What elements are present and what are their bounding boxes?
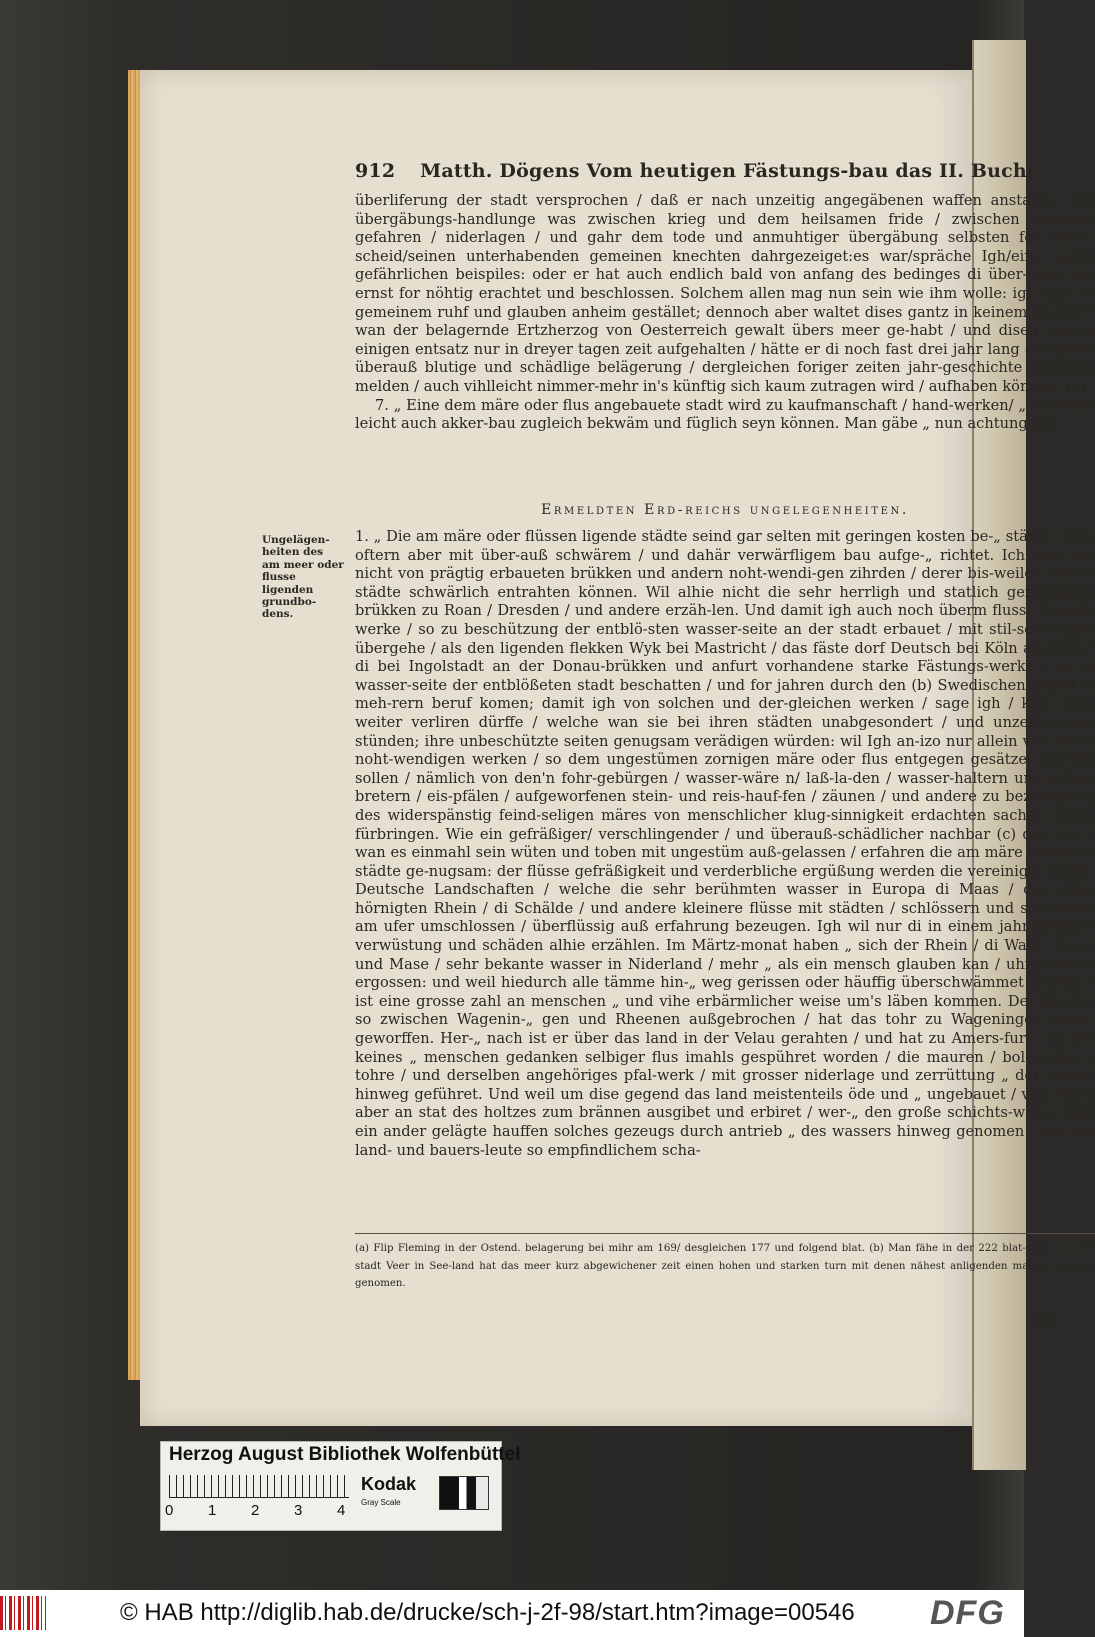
dfg-logo: DFG xyxy=(930,1594,1005,1632)
footer-url[interactable]: © HAB http://diglib.hab.de/drucke/sch-j-2f-98/start.htm?image=00546 xyxy=(120,1599,855,1626)
ruler-number: 3 xyxy=(294,1502,303,1519)
footnote-rule xyxy=(355,1233,1095,1234)
ruler-number: 4 xyxy=(337,1502,346,1519)
paragraph: 7. „ Eine dem märe oder flus angebauete stadt wird zu kaufmanschaft / hand-werken/ „ und viel-leicht auch akker-bau zugleich bekwäm und füglich seyn können. Man gäbe „ nun achtung auf xyxy=(355,396,1095,433)
running-head xyxy=(355,160,1035,190)
page-number: 912 xyxy=(355,160,396,182)
library-name: Herzog August Bibliothek Wolfenbüttel xyxy=(169,1444,521,1465)
barcode-icon xyxy=(0,1596,46,1630)
ruler-number: 0 xyxy=(165,1502,174,1519)
body-text-main xyxy=(355,528,1095,1160)
ruler-numbers xyxy=(165,1502,355,1522)
section-heading: Ermeldten Erd-reichs ungelegenheiten. xyxy=(541,502,909,518)
paragraph: überliferung der stadt versprochen / daß er nach unzeitig angegäbenen waffen anstande und übergäbungs-handlunge was zwischen krieg und dem heilsamen fride / zwischen wunden/ gefahren / niderlagen / und gahr dem tode und anmuhtiger übergäbung selbsten for unter-scheid/seinen unterhabenden gemeinen knechten dahrgezeiget:es war/spräche Igh/eine sache gefährlichen beispiles: oder er hat auch endlich bald von anfang des bedinges di über-gabe mit ernst for nöhtig erachtet und beschlossen. Solchem allen mag nun sein wie ihm wolle: igh laße es gemeinem ruhf und glauben anheim gestället; dennoch aber waltet dises gantz in keinem zweifel / wan der belagernde Ertzherzog von Oesterreich gewalt übers meer ge-habt / und disen spaten einigen entsatz nur in dreyer tagen zeit aufgehalten / hätte er di noch fast drei jahr lang gewährte überauß blutige und schädlige belägerung / dergleichen foriger zeiten jahr-geschichte nirgends melden / auch vihlleicht nimmer-mehr in's künftig sich kaum zutragen wird / aufhaben können. (a) xyxy=(355,192,1095,395)
running-head-title: Matth. Dögens Vom heutigen Fästungs-bau das II. Buch/ xyxy=(420,160,1035,182)
gray-scale-patches xyxy=(439,1476,489,1510)
footnotes: (a) Flip Fleming in der Ostend. belagerung bei mihr am 169/ desgleichen 177 und folgend blat. (b) Man fähe in der 222 blat-seite. (c) Der stadt Veer in See-land hat das meer kurz abgewichener zeit einen hohen und starken turn mit denen nähest anligenden mauren hinweg genomen. xyxy=(355,1243,1095,1289)
body-text-top xyxy=(355,192,1095,434)
ruler-number: 2 xyxy=(251,1502,260,1519)
kodak-logo: Kodak xyxy=(361,1474,417,1494)
paragraph: 1. „ Die am märe oder flüssen ligende städte seind gar selten mit geringen kosten be-„ stärkt / zum oftern aber mit über-auß schwärem / und dahär verwärfligem bau aufge-„ richtet. Ich räde izo nicht von prägtig erbaueten brükken und andern noht-wendi-gen zihrden / derer bis-weilen solche städte schwärlich entrahten können. Wil alhie nicht die sehr herrligh und statlich gezimmerte brükken zu Roan / Dresden / und andere erzäh-len. Und damit igh auch noch überm flusse ligende werke / so zu beschützung der entblö-sten wasser-seite an der stadt erbauet / mit stil-schweigen übergehe / als den ligenden flekken Wyk bei Mastricht / das fäste dorf Deutsch bei Köln am Rein / di bei Ingolstadt an der Donau-brükken und anfurt vorhandene starke Fästungs-werke / so di wasser-seite der entblößeten stadt beschatten / und for jahren durch den (b) Swedischen angrif in meh-rern beruf komen; damit igh von solchen und der-gleichen werken / sage igh / kein wort weiter verliren dürffe / welche wan sie bei ihren städten unabgesondert / und unzertren-net stünden; ihre unbeschützte seiten genugsam verädigen würden: wil Igh an-izo nur allein von den'n noht-wendigen werken / so dem ungestümen zornigen märe oder flus entgegen gesätzet werden sollen / nämlich von den'n fohr-gebürgen / wasser-wäre n/ laß-la-den / wasser-haltern und schos-bretern / eis-pfälen / aufgeworfenen stein- und reis-hauf-fen / zäunen / und andere zu bezwingung des widerspänstig feind-seligen märes von menschlicher klug-sinnigkeit erdachten sachen etwas fürbringen. Wie ein gefräßiger/ verschlingender / und überauß-schädlicher nachbar (c) das mär / wan es einmahl sein wüten und toben mit ungestüm auß-gelassen / erfahren die am märe belägene städte ge-nugsam: der flüsse gefräßigkeit und verderbliche ergüßung werden die vereinigte Nider-Deutsche Landschaften / welche die sehr berühmten wasser in Europa di Maas / den drei-hörnigten Rhein / di Schälde / und andere kleinere flüsse mit städten / schlössern und schantzen am ufer umschlossen / überflüssig auß erfahrung bezeugen. Igh wil nur di in einem jahr getahne verwüstung und schäden alhie erzählen. Im Märtz-monat haben „ sich der Rhein / di Wahl / Isel / und Mase / sehr bekante wasser in Niderland / mehr „ als ein mensch glauben kan / uhrplötzlich ergossen: und weil hiedurch alle tämme hin-„ weg gerissen oder häuffig überschwämmet worden / ist eine grosse zahl an menschen „ und vihe erbärmlicher weise um's läben kommen. Der Rhein / so zwischen Wagenin-„ gen und Rheenen außgebrochen / hat das tohr zu Wageningen nider-geworffen. Her-„ nach ist er über das land in der Velau gerahten / und hat zu Amers-furt / da bei keines „ menschen gedanken selbiger flus imahls gespühret worden / die mauren / bol-werke/ „ tohre / und derselben angehöriges pfal-werk / mit grosser niderlage und zerrüttung „ der stadt / hinweg geführet. Und weil um dise gegend das land meistenteils öde und „ ungebauet / vihl rasen aber an stat des holtzes zum brännen ausgibet und erbiret / wer-„ den große schichts-weise über ein ander gelägte hauffen solches gezeugs durch antrieb „ des wassers hinweg genomen / mit der land- und bauers-leute so empfindlichem scha- xyxy=(355,528,1095,1159)
footer-bar xyxy=(0,1590,1024,1637)
ruler-number: 1 xyxy=(208,1502,217,1519)
gray-scale-label: Gray Scale xyxy=(361,1498,401,1507)
catchword: „ den/ xyxy=(1030,1296,1061,1328)
color-ruler-card xyxy=(160,1441,521,1531)
ruler-scale xyxy=(169,1475,349,1498)
marginal-note: Ungelägen-heiten des am meer oder flusse ligenden grundbo-dens. xyxy=(262,534,344,621)
book-page xyxy=(140,70,1095,1426)
